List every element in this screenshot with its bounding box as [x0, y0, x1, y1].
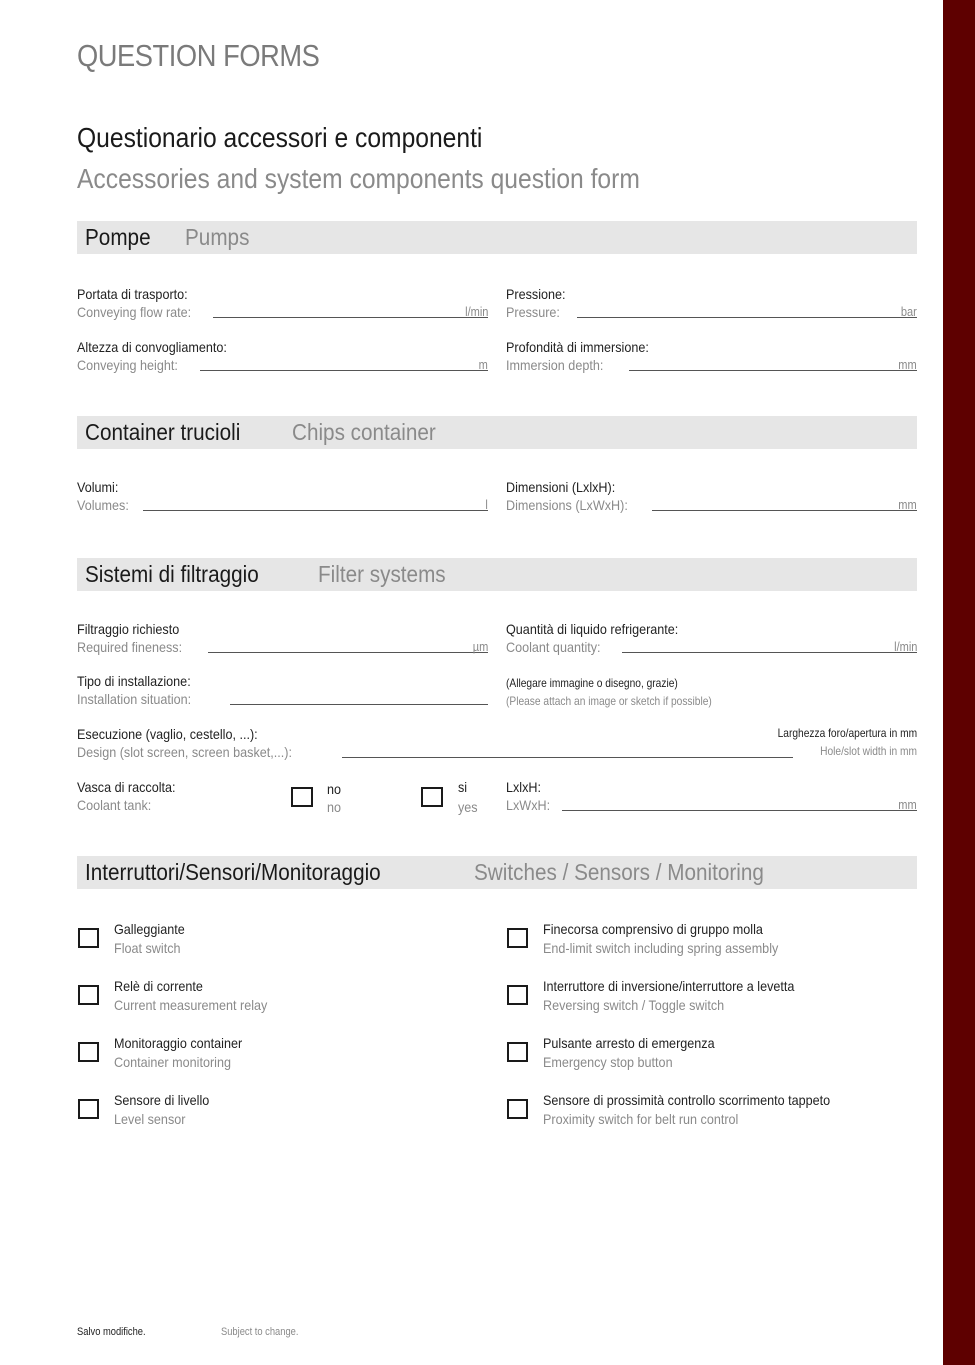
end-limit-switch-label-it: Finecorsa comprensivo di gruppo molla	[543, 921, 763, 937]
proximity-switch-checkbox[interactable]	[507, 1099, 528, 1119]
field-conveying-height[interactable]	[77, 339, 488, 375]
field-label-en: Coolant quantity:	[506, 639, 601, 655]
end-limit-switch-label-en: End-limit switch including spring assembly	[543, 940, 779, 956]
page-header-title: QUESTION FORMS	[77, 38, 320, 73]
input-line[interactable]	[652, 510, 917, 511]
reversing-switch-label-en: Reversing switch / Toggle switch	[543, 997, 725, 1013]
field-label-it: Vasca di raccolta:	[77, 779, 176, 795]
form-title-it: Questionario accessori e componenti	[77, 122, 483, 153]
float-switch-label-it: Galleggiante	[114, 921, 185, 937]
section-chips-title-it: Container trucioli	[85, 419, 241, 445]
attach-note-it: (Allegare immagine o disegno, grazie)	[506, 676, 678, 690]
input-line[interactable]	[200, 370, 488, 371]
footer-note-it: Salvo modifiche.	[77, 1326, 146, 1338]
footer-note-en: Subject to change.	[221, 1326, 299, 1338]
tank-yes-label-en: yes	[458, 799, 478, 815]
tank-no-label-it: no	[327, 781, 342, 797]
field-design[interactable]	[77, 726, 737, 762]
field-label-en: Conveying flow rate:	[77, 304, 192, 320]
field-label-it: Filtraggio richiesto	[77, 621, 180, 637]
field-volumes[interactable]	[77, 479, 488, 515]
field-dimensions[interactable]	[506, 479, 917, 515]
unit-label: mm	[898, 357, 917, 372]
field-coolant-tank	[77, 779, 277, 815]
field-label-it: Tipo di installazione:	[77, 673, 191, 689]
section-filter-title-it: Sistemi di filtraggio	[85, 561, 259, 587]
current-relay-label-en: Current measurement relay	[114, 997, 268, 1013]
field-label-en: Required fineness:	[77, 639, 183, 655]
tank-no-label-en: no	[327, 799, 342, 815]
proximity-switch-label-it: Sensore di prossimità controllo scorrimento tappeto	[543, 1092, 831, 1108]
field-label-en: Immersion depth:	[506, 357, 604, 373]
emergency-stop-checkbox[interactable]	[507, 1042, 528, 1062]
section-switches-title-it: Interruttori/Sensori/Monitoraggio	[85, 859, 381, 885]
field-label-en: Installation situation:	[77, 691, 192, 707]
reversing-switch-checkbox[interactable]	[507, 985, 528, 1005]
section-switches-title-en: Switches / Sensors / Monitoring	[474, 859, 764, 885]
input-line[interactable]	[208, 652, 488, 653]
field-label-it: Quantità di liquido refrigerante:	[506, 621, 679, 637]
input-line[interactable]	[230, 704, 488, 705]
reversing-switch-label-it: Interruttore di inversione/interruttore a levetta	[543, 978, 795, 994]
section-filter-systems	[77, 558, 917, 591]
container-monitoring-label-it: Monitoraggio container	[114, 1035, 243, 1051]
field-required-fineness[interactable]	[77, 621, 488, 657]
unit-label: l/min	[464, 304, 488, 319]
field-conveying-flow-rate[interactable]	[77, 286, 488, 322]
hole-width-label-it: Larghezza foro/apertura in mm	[777, 726, 917, 740]
field-hole-width[interactable]	[737, 726, 917, 762]
field-installation-situation[interactable]	[77, 673, 488, 709]
form-title-en: Accessories and system components question form	[77, 163, 640, 194]
tank-no-checkbox[interactable]	[291, 787, 313, 807]
input-line[interactable]	[562, 810, 917, 811]
accent-sidebar	[943, 0, 975, 1365]
field-tank-dimensions[interactable]	[506, 779, 917, 815]
field-label-en: Pressure:	[506, 304, 560, 320]
unit-label: µm	[472, 639, 488, 654]
field-label-en: Dimensions (LxWxH):	[506, 497, 628, 513]
float-switch-checkbox[interactable]	[78, 928, 99, 948]
input-line[interactable]	[577, 317, 917, 318]
field-label-it: Portata di trasporto:	[77, 286, 188, 302]
emergency-stop-label-en: Emergency stop button	[543, 1054, 673, 1070]
field-label-it: Pressione:	[506, 286, 566, 302]
section-pumps-title-en: Pumps	[185, 224, 250, 250]
input-line[interactable]	[629, 370, 917, 371]
section-chips-title-en: Chips container	[292, 419, 436, 445]
unit-label: m	[478, 357, 488, 372]
field-label-it: Esecuzione (vaglio, cestello, ...):	[77, 726, 258, 742]
section-pumps-title-it: Pompe	[85, 224, 151, 250]
input-line[interactable]	[342, 757, 737, 758]
input-line[interactable]	[737, 757, 793, 758]
section-switches	[77, 856, 917, 889]
unit-label: l	[485, 497, 488, 512]
field-pressure[interactable]	[506, 286, 917, 322]
section-filter-title-en: Filter systems	[318, 561, 446, 587]
field-label-it: Volumi:	[77, 479, 119, 495]
level-sensor-checkbox[interactable]	[78, 1099, 99, 1119]
float-switch-label-en: Float switch	[114, 940, 181, 956]
section-pumps	[77, 221, 917, 254]
unit-label: l/min	[893, 639, 917, 654]
field-immersion-depth[interactable]	[506, 339, 917, 375]
input-line[interactable]	[622, 652, 917, 653]
level-sensor-label-en: Level sensor	[114, 1111, 186, 1127]
unit-label: bar	[901, 304, 917, 319]
level-sensor-label-it: Sensore di livello	[114, 1092, 210, 1108]
field-label-en: Conveying height:	[77, 357, 178, 373]
field-label-en: LxWxH:	[506, 797, 551, 813]
unit-label: mm	[898, 497, 917, 512]
input-line[interactable]	[143, 510, 488, 511]
container-monitoring-checkbox[interactable]	[78, 1042, 99, 1062]
proximity-switch-label-en: Proximity switch for belt run control	[543, 1111, 739, 1127]
current-relay-checkbox[interactable]	[78, 985, 99, 1005]
hole-width-label-en: Hole/slot width in mm	[820, 744, 917, 758]
field-label-en: Design (slot screen, screen basket,...):	[77, 744, 292, 760]
section-chips-container	[77, 416, 917, 449]
unit-label: mm	[898, 797, 917, 812]
field-label-it: Profondità di immersione:	[506, 339, 649, 355]
field-label-it: Altezza di convogliamento:	[77, 339, 227, 355]
field-label-it: Dimensioni (LxlxH):	[506, 479, 616, 495]
tank-yes-label-it: si	[458, 779, 468, 795]
attach-note-en: (Please attach an image or sketch if possible)	[506, 694, 712, 708]
tank-yes-checkbox[interactable]	[421, 787, 443, 807]
field-label-en: Volumes:	[77, 497, 129, 513]
input-line[interactable]	[213, 317, 488, 318]
current-relay-label-it: Relè di corrente	[114, 978, 203, 994]
container-monitoring-label-en: Container monitoring	[114, 1054, 231, 1070]
field-label-en: Coolant tank:	[77, 797, 152, 813]
end-limit-switch-checkbox[interactable]	[507, 928, 528, 948]
emergency-stop-label-it: Pulsante arresto di emergenza	[543, 1035, 715, 1051]
field-coolant-quantity[interactable]	[506, 621, 917, 657]
field-label-it: LxlxH:	[506, 779, 542, 795]
